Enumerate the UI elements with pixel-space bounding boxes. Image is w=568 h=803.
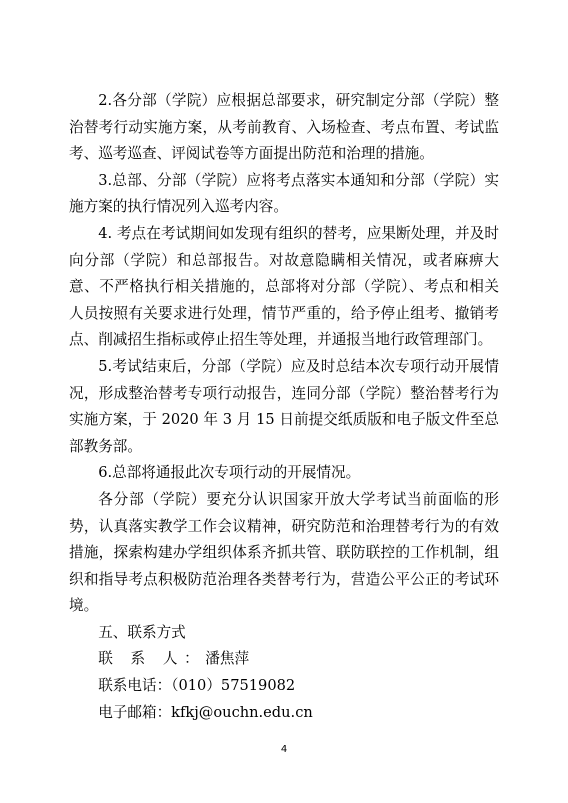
contact-person-label: 联 系 人： [98,650,206,668]
contact-email-value[interactable]: kfkj@ouchn.edu.cn [171,703,313,721]
contact-person-name: 潘焦萍 [205,650,250,668]
page-number: 4 [280,744,288,755]
paragraph-6: 6.总部将通报此次专项行动的开展情况。 [98,464,361,482]
contact-email-label: 电子邮箱： [98,703,172,721]
section-title-contact: 五、联系方式 [98,623,186,641]
paragraph-4: 4. 考点在考试期间如发现有组织的替考，应果断处理，并及时向分部（学院）和总部报告。对故意隐瞒相关情况，或者麻痹大意、不严格执行相关措施的，总部将对分部（学院）、考点和相关人员按照有关要求进行处理，情节严重的，给予停止组考、撤销考点、削减招生指标或停止招生等处理，并通报当地行政管理部门。 [69,224,499,349]
contact-phone-value: （010）57519082 [171,677,296,695]
contact-phone-line [69,673,499,700]
contact-person-line [69,646,499,673]
contact-phone-label: 联系电话： [98,677,172,695]
paragraph-summary: 各分部（学院）要充分认识国家开放大学考试当前面临的形势，认真落实教学工作会议精神，研究防范和治理替考行为的有效措施，探索构建办学组织体系齐抓共管、联防联控的工作机制，组织和指导考点积极防范治理各类替考行为，营造公平公正的考试环境。 [69,490,499,615]
document-body [69,88,499,726]
paragraph-2: 2.各分部（学院）应根据总部要求，研究制定分部（学院）整治替考行动实施方案，从考前教育、入场检查、考点布置、考试监考、巡考巡查、评阅试卷等方面提出防范和治理的措施。 [69,92,499,163]
contact-email-line [69,700,499,727]
paragraph-3: 3.总部、分部（学院）应将考点落实本通知和分部（学院）实施方案的执行情况列入巡考内容。 [69,171,499,216]
paragraph-5: 5.考试结束后，分部（学院）应及时总结本次专项行动开展情况，形成整治替考专项行动报告，连同分部（学院）整治替考行为实施方案，于 2020 年 3 月 15 日前提交纸质版和电子版文件至总部教务部。 [69,357,499,455]
